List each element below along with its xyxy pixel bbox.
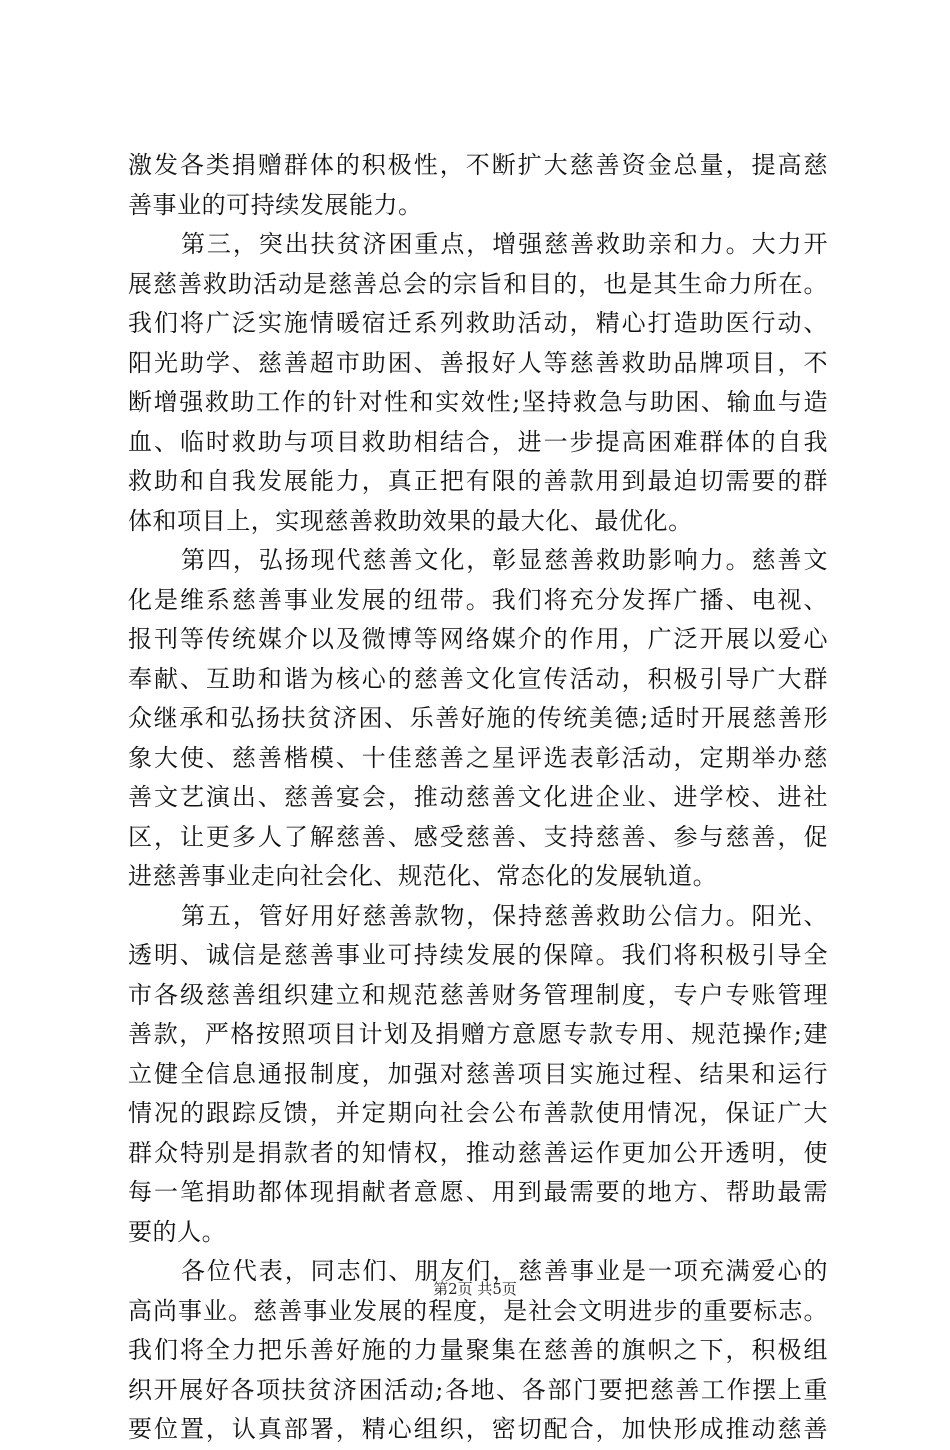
text-line: 体和项目上，实现慈善救助效果的最大化、最优化。 [128,506,693,535]
text-line: 群众特别是捐款者的知情权，推动慈善运作更加公开透明，使 [128,1138,828,1167]
paragraph-start-line: 各位代表，同志们、朋友们，慈善事业是一项充满爱心的 [181,1257,828,1285]
paragraph-start-line: 第四，弘扬现代慈善文化，彰显慈善救助影响力。慈善文 [181,546,828,574]
text-line: 我们将全力把乐善好施的力量聚集在慈善的旗帜之下，积极组 [128,1336,828,1364]
text-line: 阳光助学、慈善超市助困、善报好人等慈善救助品牌项目，不 [128,348,828,377]
page-number-footer: 第2页 共5页 [433,1280,517,1298]
text-line: 善款，严格按照项目计划及捐赠方意愿专款专用、规范操作;建 [128,1020,828,1048]
text-line: 众继承和弘扬扶贫济困、乐善好施的传统美德;适时开展慈善形 [128,704,828,732]
paragraph-start-line: 第五，管好用好慈善款物，保持慈善救助公信力。阳光、 [181,901,828,930]
text-line: 高尚事业。慈善事业发展的程度，是社会文明进步的重要标志。 [128,1296,828,1325]
text-line: 激发各类捐赠群体的积极性，不断扩大慈善资金总量，提高慈 [128,151,828,179]
text-line: 市各级慈善组织建立和规范慈善财务管理制度，专户专账管理 [128,980,828,1009]
text-line: 要的人。 [128,1217,227,1246]
text-line: 象大使、慈善楷模、十佳慈善之星评选表彰活动，定期举办慈 [128,743,828,772]
text-line: 奉献、互助和谐为核心的慈善文化宣传活动，积极引导广大群 [128,664,828,693]
paragraph-start-line: 第三，突出扶贫济困重点，增强慈善救助亲和力。大力开 [181,230,828,258]
text-line: 善文艺演出、慈善宴会，推动慈善文化进企业、进学校、进社 [128,783,828,811]
text-line: 善事业的可持续发展能力。 [128,190,423,219]
text-line: 织开展好各项扶贫济困活动;各地、各部门要把慈善工作摆上重 [128,1375,828,1404]
text-line: 断增强救助工作的针对性和实效性;坚持救急与助困、输血与造 [128,388,828,416]
text-line: 立健全信息通报制度，加强对慈善项目实施过程、结果和运行 [128,1059,828,1088]
text-line: 化是维系慈善事业发展的纽带。我们将充分发挥广播、电视、 [128,585,828,614]
text-line: 进慈善事业走向社会化、规范化、常态化的发展轨道。 [128,862,718,890]
text-line: 救助和自我发展能力，真正把有限的善款用到最迫切需要的群 [128,467,828,495]
text-line: 情况的跟踪反馈，并定期向社会公布善款使用情况，保证广大 [128,1099,828,1127]
text-line: 区，让更多人了解慈善、感受慈善、支持慈善、参与慈善，促 [128,822,828,851]
text-line: 展慈善救助活动是慈善总会的宗旨和目的，也是其生命力所在。 [128,269,828,298]
text-line: 报刊等传统媒介以及微博等网络媒介的作用，广泛开展以爱心 [128,625,828,653]
document-body [128,146,828,1450]
text-line: 我们将广泛实施情暖宿迁系列救助活动，精心打造助医行动、 [128,309,828,337]
text-line: 每一笔捐助都体现捐献者意愿、用到最需要的地方、帮助最需 [128,1178,828,1206]
text-line: 透明、诚信是慈善事业可持续发展的保障。我们将积极引导全 [128,941,828,969]
text-line: 血、临时救助与项目救助相结合，进一步提高困难群体的自我 [128,427,828,456]
text-line: 要位置，认真部署，精心组织，密切配合，加快形成推动慈善 [128,1415,828,1443]
